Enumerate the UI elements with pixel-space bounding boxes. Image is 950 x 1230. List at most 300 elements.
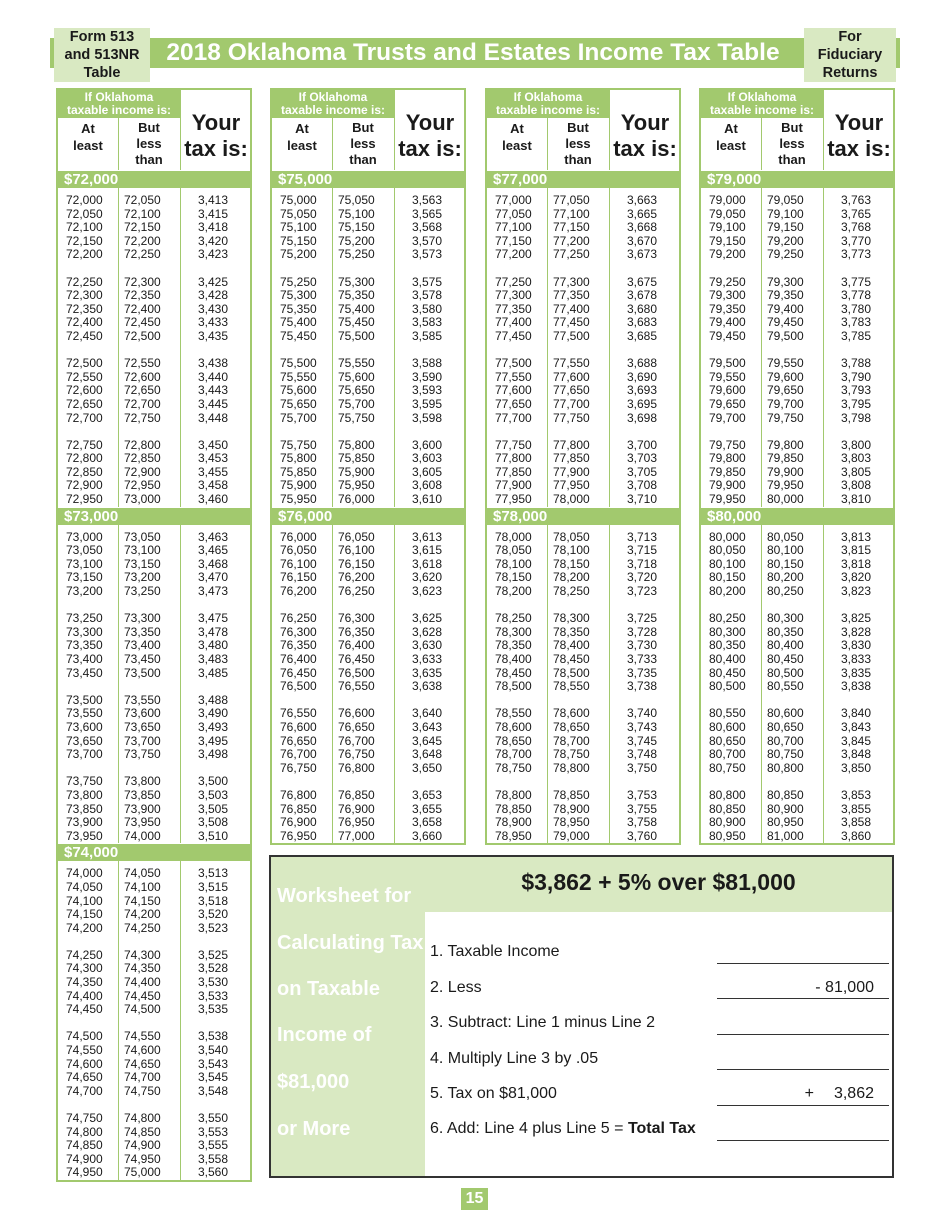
less-than-value: 80,500 — [767, 665, 804, 680]
at-least-value: 80,250 — [709, 611, 746, 626]
at-least-value: 74,850 — [66, 1138, 103, 1153]
tax-value: 3,708 — [627, 478, 658, 493]
at-least-value: 76,000 — [280, 529, 317, 544]
bracket-rows — [58, 525, 250, 844]
worksheet-title-panel — [271, 857, 425, 1176]
table-row — [272, 558, 464, 572]
at-least-value: 73,300 — [66, 624, 103, 639]
tax-value: 3,510 — [198, 828, 229, 843]
line-4-entry[interactable] — [717, 1069, 889, 1070]
table-row — [701, 626, 893, 640]
table-row — [58, 1003, 250, 1017]
tax-value: 3,838 — [841, 679, 872, 694]
at-least-value: 78,300 — [495, 624, 532, 639]
less-than-value: 78,450 — [553, 652, 590, 666]
table-row — [487, 412, 679, 426]
at-least-value: 74,950 — [66, 1165, 103, 1180]
tax-value: 3,748 — [627, 747, 658, 762]
less-than-value: 77,450 — [553, 315, 590, 330]
tax-value: 3,553 — [198, 1124, 229, 1139]
tax-value: 3,713 — [627, 529, 658, 544]
less-than-value: 74,550 — [124, 1029, 161, 1044]
at-least-value: 75,650 — [280, 396, 317, 411]
at-least-value: 73,600 — [66, 719, 103, 734]
less-than-value: 73,700 — [124, 733, 161, 748]
row-spacer — [272, 344, 464, 358]
less-than-value: 72,550 — [124, 356, 161, 371]
less-than-value: 75,900 — [338, 464, 375, 479]
tax-value: 3,508 — [198, 815, 229, 830]
at-least-value: 72,050 — [66, 206, 103, 221]
tax-value: 3,598 — [412, 410, 443, 425]
at-least-value: 80,900 — [709, 815, 746, 830]
table-row — [701, 194, 893, 208]
your-tax-header — [824, 110, 894, 162]
tax-value: 3,648 — [412, 747, 443, 762]
table-row — [487, 479, 679, 493]
line-5-sign: + — [804, 1085, 814, 1102]
at-least-value: 80,950 — [709, 828, 746, 843]
header-word: than — [778, 152, 806, 167]
less-than-value: 75,100 — [338, 206, 375, 221]
at-least-value: 74,500 — [66, 1029, 103, 1044]
less-than-value: 80,950 — [767, 815, 804, 830]
table-row — [58, 949, 250, 963]
less-than-value: 76,400 — [338, 638, 375, 653]
tax-value: 3,760 — [627, 828, 658, 843]
tax-value: 3,690 — [627, 369, 658, 384]
table-row — [272, 384, 464, 398]
at-least-value: 78,950 — [495, 828, 532, 843]
table-row — [272, 221, 464, 235]
tax-value: 3,755 — [627, 801, 658, 816]
tax-value: 3,658 — [412, 815, 443, 830]
at-least-value: 76,550 — [280, 706, 317, 721]
form-label-line: and 513NR — [64, 47, 140, 63]
tax-value: 3,505 — [198, 801, 229, 816]
bracket-header: $76,000 — [272, 508, 464, 525]
tax-value: 3,783 — [841, 315, 872, 330]
less-than-value: 75,000 — [124, 1165, 161, 1180]
at-least-value: 77,150 — [495, 233, 532, 248]
at-least-value: 76,500 — [280, 679, 317, 694]
tax-value: 3,453 — [198, 451, 229, 466]
tax-value: 3,705 — [627, 464, 658, 479]
less-than-value: 77,650 — [553, 383, 590, 398]
table-row — [272, 544, 464, 558]
less-than-value: 77,100 — [553, 206, 590, 221]
tax-value: 3,545 — [198, 1070, 229, 1085]
header-word: least — [73, 138, 103, 153]
table-row — [58, 721, 250, 735]
tax-value: 3,805 — [841, 464, 872, 479]
at-least-value: 77,450 — [495, 328, 532, 343]
fiduciary-label — [804, 28, 896, 82]
at-least-value: 79,400 — [709, 315, 746, 330]
tax-value: 3,835 — [841, 665, 872, 680]
less-than-value: 77,000 — [338, 828, 375, 843]
bracket-header: $80,000 — [701, 508, 893, 525]
less-than-value: 76,150 — [338, 556, 375, 571]
less-than-value: 75,550 — [338, 356, 375, 371]
header-word: less — [565, 136, 591, 151]
header-word: Your — [834, 110, 884, 135]
bracket-section — [487, 170, 679, 507]
tax-value: 3,663 — [627, 193, 658, 207]
tax-value: 3,613 — [412, 529, 443, 544]
at-least-value: 77,000 — [495, 193, 532, 207]
at-least-value: 73,450 — [66, 665, 103, 680]
less-than-value: 75,500 — [338, 328, 375, 343]
less-than-value: 74,250 — [124, 920, 161, 935]
row-spacer — [487, 262, 679, 276]
table-row — [701, 667, 893, 681]
tax-value: 3,463 — [198, 529, 229, 544]
row-spacer — [487, 344, 679, 358]
line-2-value: - 81,000 — [815, 979, 874, 996]
less-than-value: 79,500 — [767, 328, 804, 343]
tax-value: 3,753 — [627, 787, 658, 802]
tax-value: 3,608 — [412, 478, 443, 493]
at-least-value: 74,900 — [66, 1151, 103, 1166]
tax-value: 3,715 — [627, 543, 658, 558]
table-row — [58, 558, 250, 572]
at-least-value: 78,650 — [495, 733, 532, 748]
table-row — [58, 208, 250, 222]
header-word: At — [81, 121, 95, 136]
worksheet-line-6 — [430, 1120, 696, 1138]
table-row — [701, 289, 893, 303]
row-spacer — [58, 425, 250, 439]
less-than-value: 78,800 — [553, 760, 590, 775]
row-spacer — [272, 599, 464, 613]
table-row — [58, 639, 250, 653]
at-least-value: 77,700 — [495, 410, 532, 425]
less-than-value: 72,450 — [124, 315, 161, 330]
at-least-value: 72,150 — [66, 233, 103, 248]
tax-value: 3,468 — [198, 556, 229, 571]
tax-value: 3,788 — [841, 356, 872, 371]
table-row — [58, 571, 250, 585]
less-than-value: 73,850 — [124, 787, 161, 802]
table-row — [701, 235, 893, 249]
less-than-value: 72,100 — [124, 206, 161, 221]
tax-value: 3,780 — [841, 301, 872, 316]
table-row — [487, 558, 679, 572]
at-least-value: 76,050 — [280, 543, 317, 558]
less-than-value: 77,550 — [553, 356, 590, 371]
header-word: At — [295, 121, 309, 136]
table-row — [272, 493, 464, 507]
at-least-value: 78,000 — [495, 529, 532, 544]
less-than-value: 76,450 — [338, 652, 375, 666]
line-6-entry[interactable] — [717, 1140, 889, 1141]
less-than-value: 75,150 — [338, 220, 375, 235]
table-row — [487, 544, 679, 558]
tax-value: 3,460 — [198, 492, 229, 507]
table-row — [272, 289, 464, 303]
table-row — [58, 1112, 250, 1126]
less-than-value: 78,950 — [553, 815, 590, 830]
tax-value: 3,730 — [627, 638, 658, 653]
row-spacer — [701, 775, 893, 789]
at-least-value: 78,400 — [495, 652, 532, 666]
at-least-value: 75,750 — [280, 437, 317, 452]
header-word: less — [350, 136, 376, 151]
table-row — [701, 789, 893, 803]
less-than-value: 72,650 — [124, 383, 161, 398]
less-than-value: 74,700 — [124, 1070, 161, 1085]
table-row — [487, 452, 679, 466]
but-less-than-header — [548, 120, 608, 168]
table-row — [272, 371, 464, 385]
at-least-value: 78,850 — [495, 801, 532, 816]
column-header — [272, 90, 464, 170]
at-least-value: 79,550 — [709, 369, 746, 384]
less-than-value: 73,800 — [124, 774, 161, 789]
tax-value: 3,433 — [198, 315, 229, 330]
tax-value: 3,605 — [412, 464, 443, 479]
at-least-value: 76,250 — [280, 611, 317, 626]
bracket-rows — [58, 188, 250, 507]
table-row — [487, 248, 679, 262]
tax-value: 3,465 — [198, 543, 229, 558]
tax-value: 3,475 — [198, 611, 229, 626]
tax-value: 3,670 — [627, 233, 658, 248]
tax-table-column — [56, 88, 252, 1182]
tax-value: 3,570 — [412, 233, 443, 248]
table-row — [58, 194, 250, 208]
your-tax-header — [181, 110, 251, 162]
condition-line: If Oklahoma — [727, 90, 797, 104]
tax-value: 3,638 — [412, 679, 443, 694]
table-row — [487, 384, 679, 398]
line-1-entry[interactable] — [717, 963, 889, 964]
at-least-value: 79,500 — [709, 356, 746, 371]
tax-value: 3,720 — [627, 570, 658, 585]
less-than-value: 72,350 — [124, 288, 161, 303]
column-divider — [118, 118, 119, 170]
less-than-value: 77,900 — [553, 464, 590, 479]
bracket-section — [272, 507, 464, 844]
less-than-value: 79,650 — [767, 383, 804, 398]
tax-formula: $3,862 + 5% over $81,000 — [521, 869, 796, 895]
at-least-value: 73,100 — [66, 556, 103, 571]
at-least-value: 72,250 — [66, 274, 103, 289]
tax-value: 3,555 — [198, 1138, 229, 1153]
tax-value: 3,563 — [412, 193, 443, 207]
header-word: than — [135, 152, 163, 167]
table-row — [272, 439, 464, 453]
condition-line: If Oklahoma — [513, 90, 583, 104]
tax-value: 3,430 — [198, 301, 229, 316]
tax-value: 3,770 — [841, 233, 872, 248]
at-least-value: 79,450 — [709, 328, 746, 343]
tax-value: 3,640 — [412, 706, 443, 721]
less-than-value: 74,850 — [124, 1124, 161, 1139]
bracket-header: $79,000 — [701, 171, 893, 188]
less-than-value: 76,100 — [338, 543, 375, 558]
tax-value: 3,448 — [198, 410, 229, 425]
less-than-value: 79,600 — [767, 369, 804, 384]
condition-line: taxable income is: — [709, 103, 815, 117]
at-least-value: 76,800 — [280, 787, 317, 802]
table-row — [58, 1126, 250, 1140]
page-header — [50, 28, 900, 80]
at-least-value: 74,450 — [66, 1002, 103, 1017]
tax-value: 3,688 — [627, 356, 658, 371]
less-than-value: 78,350 — [553, 624, 590, 639]
at-least-value: 76,100 — [280, 556, 317, 571]
less-than-value: 80,200 — [767, 570, 804, 585]
less-than-value: 79,400 — [767, 301, 804, 316]
less-than-value: 77,600 — [553, 369, 590, 384]
tax-value: 3,653 — [412, 787, 443, 802]
less-than-value: 72,900 — [124, 464, 161, 479]
tax-value: 3,855 — [841, 801, 872, 816]
tax-value: 3,655 — [412, 801, 443, 816]
less-than-value: 74,400 — [124, 975, 161, 990]
at-least-value: 75,800 — [280, 451, 317, 466]
condition-line: taxable income is: — [495, 103, 601, 117]
tax-value: 3,683 — [627, 315, 658, 330]
less-than-value: 78,050 — [553, 529, 590, 544]
table-row — [487, 667, 679, 681]
less-than-value: 79,750 — [767, 410, 804, 425]
at-least-value: 78,550 — [495, 706, 532, 721]
at-least-value: 75,600 — [280, 383, 317, 398]
table-row — [487, 735, 679, 749]
tax-value: 3,773 — [841, 247, 872, 262]
worksheet-line-3: 3. Subtract: Line 1 minus Line 2 — [430, 1014, 656, 1031]
less-than-value: 78,150 — [553, 556, 590, 571]
less-than-value: 80,650 — [767, 719, 804, 734]
less-than-value: 81,000 — [767, 828, 804, 843]
less-than-value: 78,000 — [553, 492, 590, 507]
less-than-value: 72,250 — [124, 247, 161, 262]
tax-value: 3,848 — [841, 747, 872, 762]
at-least-value: 77,400 — [495, 315, 532, 330]
at-least-value: 74,800 — [66, 1124, 103, 1139]
tax-value: 3,495 — [198, 733, 229, 748]
table-row — [58, 990, 250, 1004]
bracket-header: $72,000 — [58, 171, 250, 188]
row-spacer — [487, 775, 679, 789]
less-than-value: 80,800 — [767, 760, 804, 775]
table-row — [58, 830, 250, 844]
table-row — [487, 707, 679, 721]
tax-value: 3,823 — [841, 584, 872, 599]
table-row — [58, 531, 250, 545]
at-least-value: 72,600 — [66, 383, 103, 398]
tax-value: 3,625 — [412, 611, 443, 626]
line-6-text: 6. Add: Line 4 plus Line 5 = — [430, 1120, 628, 1137]
at-least-value: 73,250 — [66, 611, 103, 626]
less-than-value: 76,050 — [338, 529, 375, 544]
less-than-value: 73,550 — [124, 692, 161, 707]
less-than-value: 79,450 — [767, 315, 804, 330]
tax-value: 3,498 — [198, 747, 229, 762]
at-least-value: 80,100 — [709, 556, 746, 571]
table-row — [272, 316, 464, 330]
header-word: less — [779, 136, 805, 151]
at-least-value: 74,350 — [66, 975, 103, 990]
tax-value: 3,595 — [412, 396, 443, 411]
less-than-value: 77,800 — [553, 437, 590, 452]
tax-value: 3,820 — [841, 570, 872, 585]
less-than-value: 80,900 — [767, 801, 804, 816]
less-than-value: 76,650 — [338, 719, 375, 734]
table-row — [487, 208, 679, 222]
at-least-value: 74,550 — [66, 1043, 103, 1058]
tax-value: 3,668 — [627, 220, 658, 235]
tax-value: 3,830 — [841, 638, 872, 653]
table-row — [487, 803, 679, 817]
table-row — [58, 330, 250, 344]
table-row — [272, 626, 464, 640]
tax-value: 3,445 — [198, 396, 229, 411]
table-row — [701, 221, 893, 235]
table-row — [58, 735, 250, 749]
less-than-value: 73,350 — [124, 624, 161, 639]
at-least-value: 73,700 — [66, 747, 103, 762]
table-row — [701, 398, 893, 412]
tax-value: 3,833 — [841, 652, 872, 666]
at-least-value: 76,650 — [280, 733, 317, 748]
at-least-value: 73,500 — [66, 692, 103, 707]
less-than-value: 76,600 — [338, 706, 375, 721]
at-least-value: 75,700 — [280, 410, 317, 425]
tax-value: 3,428 — [198, 288, 229, 303]
table-row — [272, 452, 464, 466]
table-row — [272, 748, 464, 762]
worksheet-title-line: Worksheet for — [277, 885, 412, 907]
tax-value: 3,808 — [841, 478, 872, 493]
at-least-value: 80,700 — [709, 747, 746, 762]
less-than-value: 74,500 — [124, 1002, 161, 1017]
at-least-value: 75,100 — [280, 220, 317, 235]
at-least-value: 74,700 — [66, 1083, 103, 1098]
less-than-value: 77,350 — [553, 288, 590, 303]
less-than-value: 72,200 — [124, 233, 161, 248]
less-than-value: 75,800 — [338, 437, 375, 452]
at-least-value: 74,600 — [66, 1056, 103, 1071]
at-least-value: 80,300 — [709, 624, 746, 639]
table-row — [58, 789, 250, 803]
less-than-value: 79,850 — [767, 451, 804, 466]
table-row — [58, 895, 250, 909]
table-row — [701, 452, 893, 466]
income-condition-label — [272, 90, 394, 118]
tax-value: 3,723 — [627, 584, 658, 599]
at-least-value: 76,350 — [280, 638, 317, 653]
bracket-rows — [272, 525, 464, 844]
table-row — [272, 412, 464, 426]
line-3-entry[interactable] — [717, 1034, 889, 1035]
table-row — [58, 235, 250, 249]
worksheet-title-line: Income of — [277, 1024, 372, 1046]
table-row — [701, 303, 893, 317]
table-row — [272, 585, 464, 599]
but-less-than-header — [333, 120, 393, 168]
less-than-value: 74,200 — [124, 907, 161, 922]
at-least-value: 77,650 — [495, 396, 532, 411]
less-than-value: 80,450 — [767, 652, 804, 666]
bracket-rows — [701, 525, 893, 844]
table-row — [487, 357, 679, 371]
less-than-value: 75,750 — [338, 410, 375, 425]
tax-value: 3,695 — [627, 396, 658, 411]
